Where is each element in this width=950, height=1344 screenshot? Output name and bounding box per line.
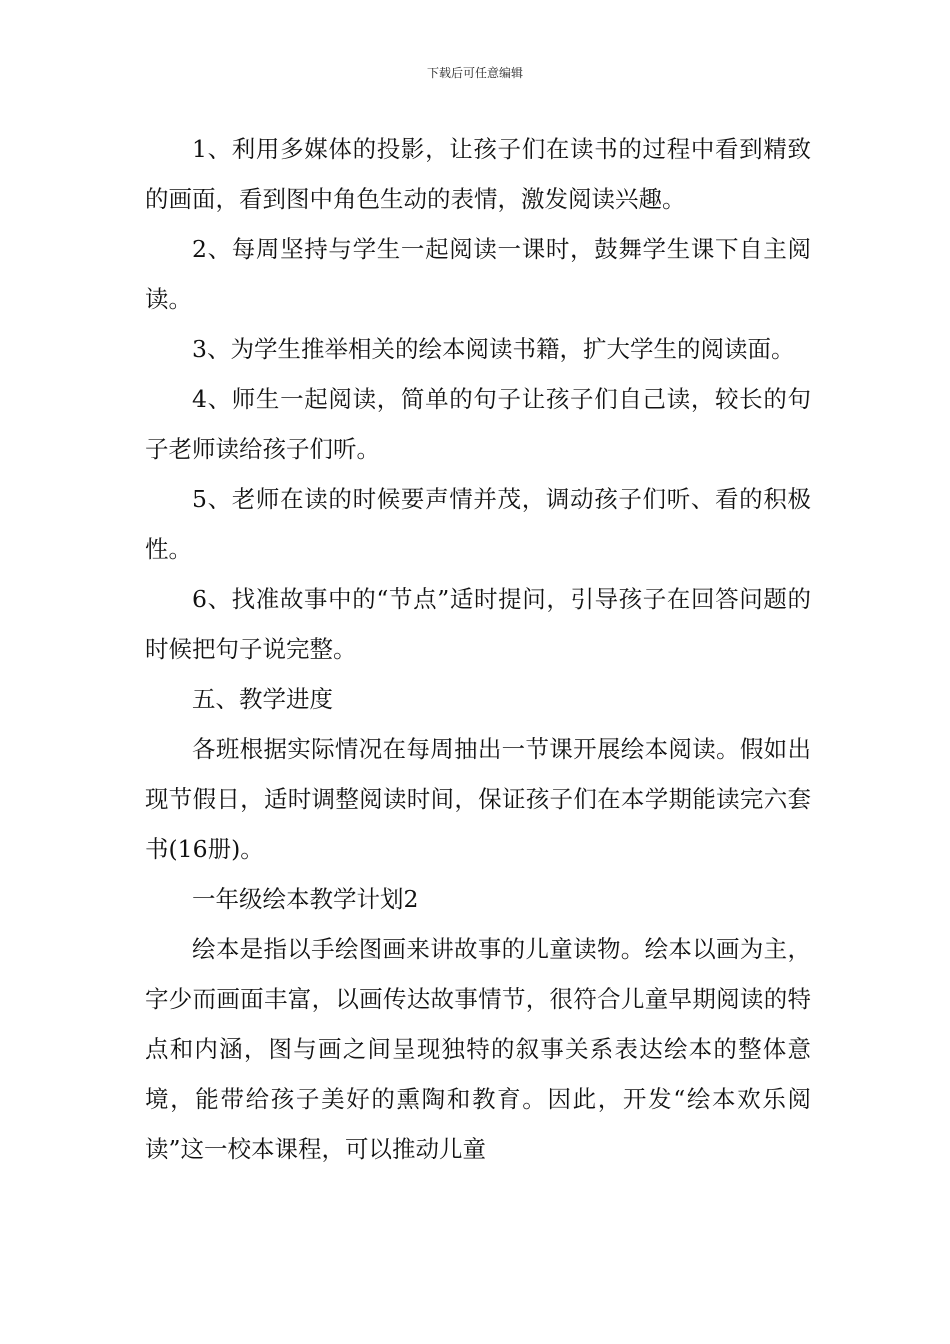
paragraph-strategy-4: 4、师生一起阅读，简单的句子让孩子们自己读，较长的句子老师读给孩子们听。 — [145, 385, 811, 463]
document-body — [145, 124, 811, 1174]
plan-title: 一年级绘本教学计划2 — [192, 885, 419, 913]
page-header: 下载后可任意编辑 — [426, 66, 523, 80]
paragraph-picture-book-intro: 绘本是指以手绘图画来讲故事的儿童读物。绘本以画为主，字少而画面丰富，以画传达故事情节，很符合儿童早期阅读的特点和内涵，图与画之间呈现独特的叙事关系表达绘本的整体意境，能带给孩子美好的熏陶和教育。因此，开发“绘本欢乐阅读”这一校本课程，可以推动儿童 — [145, 935, 811, 1163]
section-heading-teaching-progress: 五、教学进度 — [192, 685, 333, 713]
paragraph-strategy-1: 1、利用多媒体的投影，让孩子们在读书的过程中看到精致的画面，看到图中角色生动的表情，激发阅读兴趣。 — [145, 135, 811, 213]
paragraph-strategy-3: 3、为学生推举相关的绘本阅读书籍，扩大学生的阅读面。 — [192, 335, 795, 363]
paragraph-strategy-6: 6、找准故事中的“节点”适时提问，引导孩子在回答问题的时候把句子说完整。 — [145, 585, 811, 663]
paragraph-strategy-2: 2、每周坚持与学生一起阅读一课时，鼓舞学生课下自主阅读。 — [145, 235, 811, 313]
paragraph-strategy-5: 5、老师在读的时候要声情并茂，调动孩子们听、看的积极性。 — [145, 485, 811, 563]
paragraph-teaching-progress: 各班根据实际情况在每周抽出一节课开展绘本阅读。假如出现节假日，适时调整阅读时间，保证孩子们在本学期能读完六套书(16册)。 — [145, 735, 811, 863]
